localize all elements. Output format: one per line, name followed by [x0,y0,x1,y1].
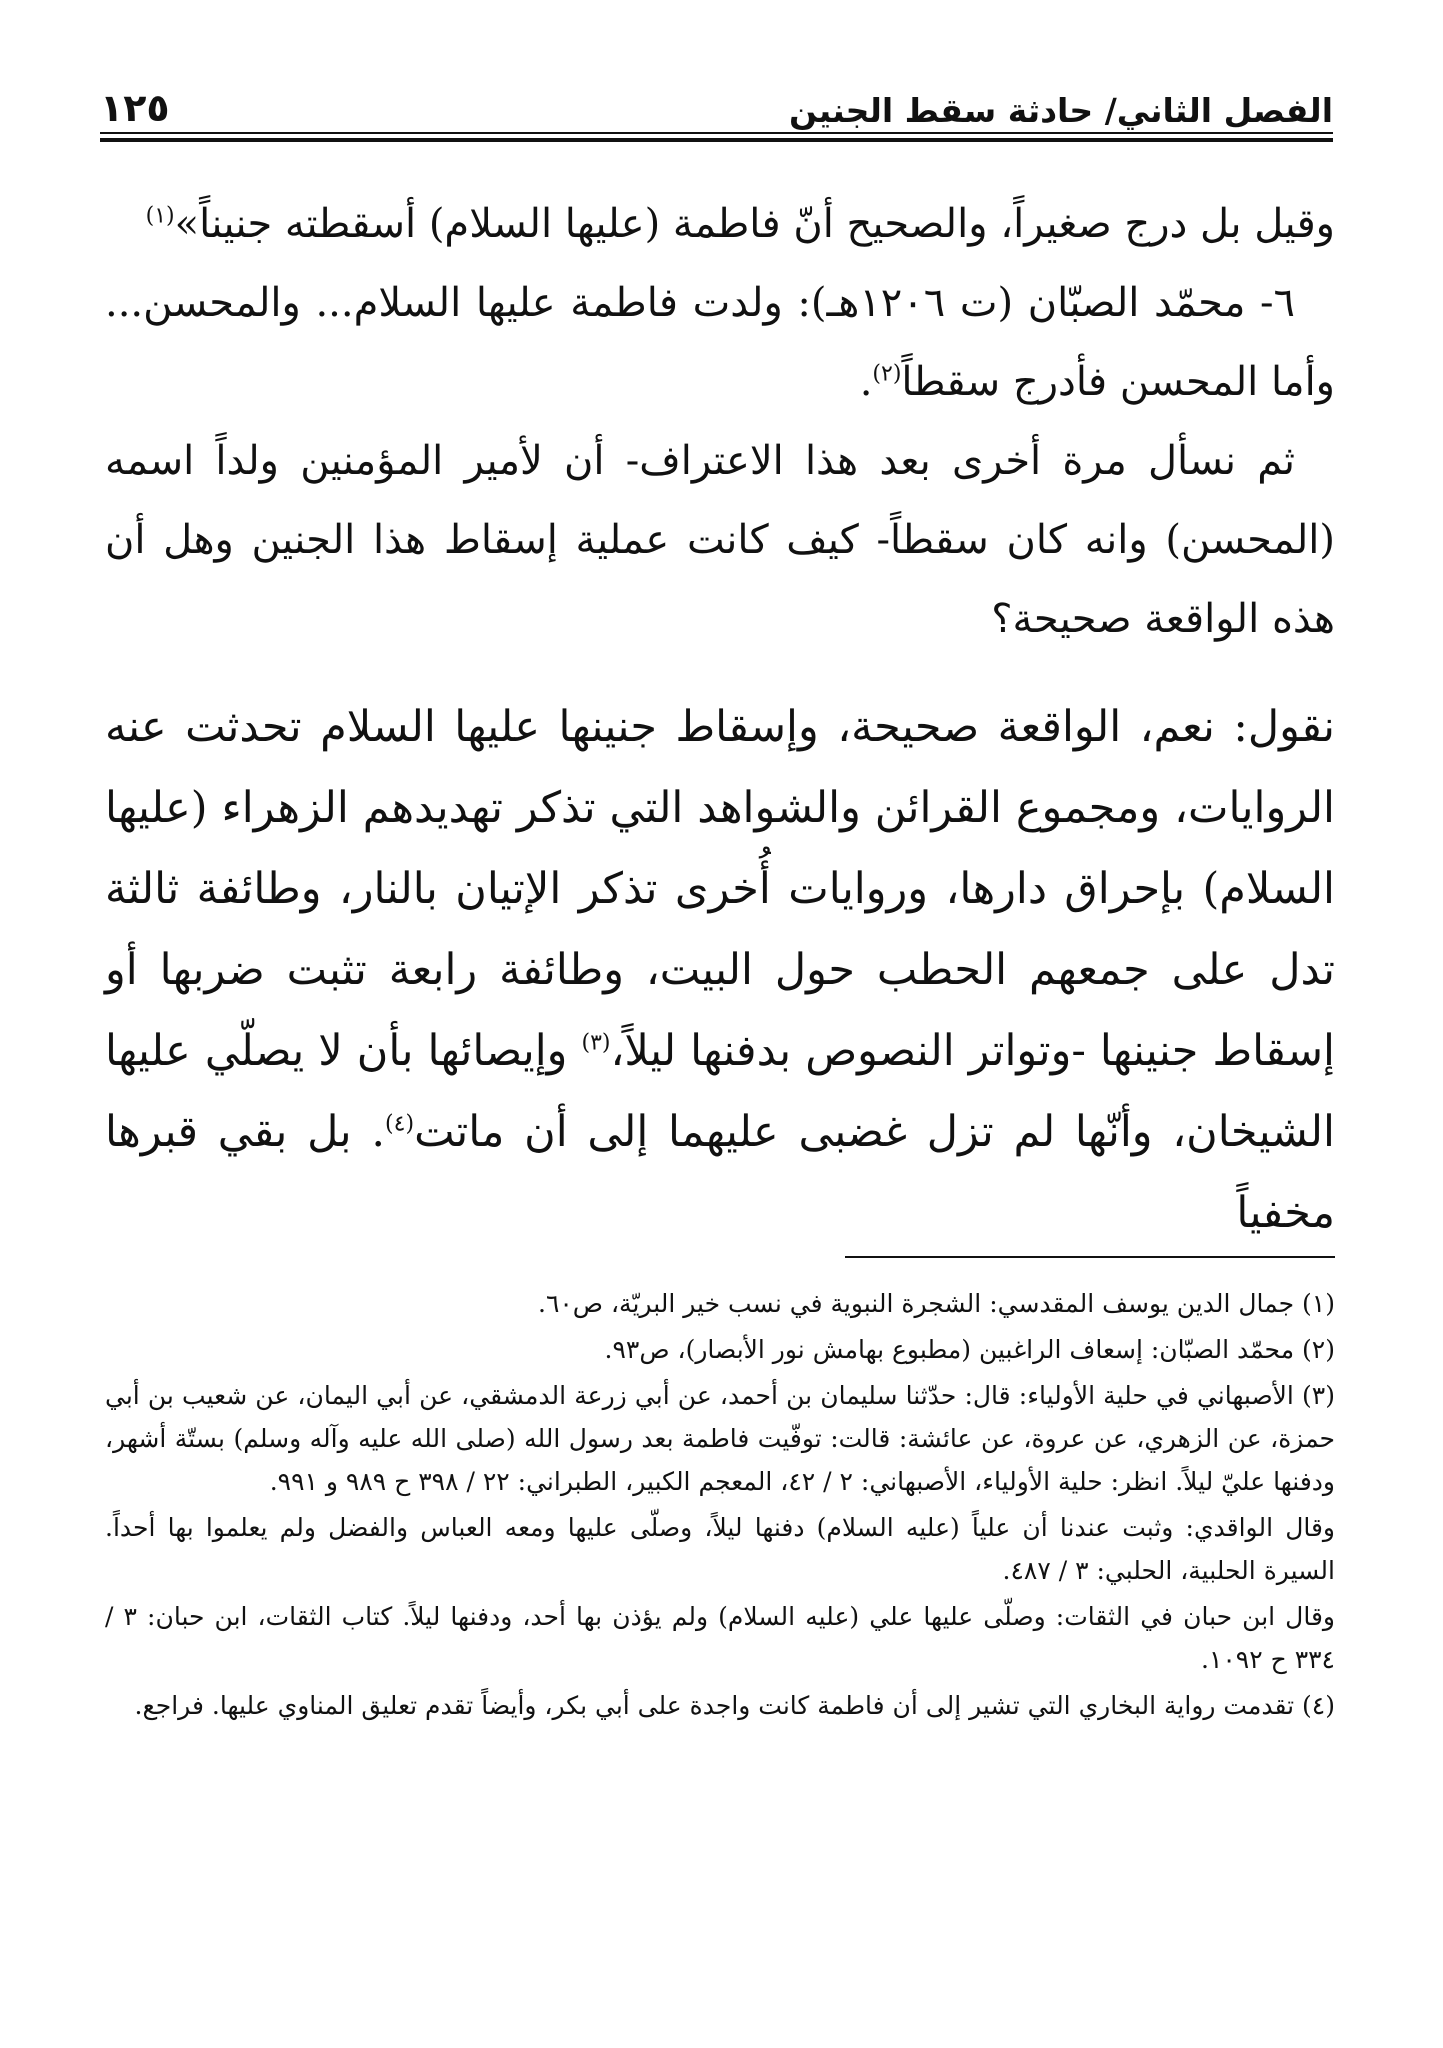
chapter-title: الفصل الثاني/ حادثة سقط الجنين [789,91,1333,130]
footnote-ref-4: (٤) [385,1111,415,1137]
header-rule [100,132,1333,142]
paragraph-3: ثم نسأل مرة أخرى بعد هذا الاعتراف- أن لأمير المؤمنين ولداً اسمه (المحسن) وانه كان سقطاً- كيف كانت عملية إسقاط هذا الجنين وهل أن هذه الواقعة صحيحة؟ [105,438,1335,642]
paragraph-1-text: وقيل بل درج صغيراً، والصحيح أنّ فاطمة (عليها السلام) أسقطته جنيناً» [174,201,1335,247]
footnote-3-continued-2: وقال ابن حبان في الثقات: وصلّى عليها علي (عليه السلام) ولم يؤذن بها أحد، ودفنها ليلاً. كتاب الثقات، ابن حبان: ٣ / ٣٣٤ ح ١٠٩٢. [105,1602,1335,1674]
paragraph-4-text-c: . بل بقي قبرها مخفياً [105,1107,1335,1238]
footnote-ref-2: (٢) [872,361,902,387]
footnote-1: (١) جمال الدين يوسف المقدسي: الشجرة النبوية في نسب خير البريّة، ص٦٠. [537,1289,1335,1318]
paragraph-2-end: . [859,359,873,405]
paragraph-2 [105,264,1335,422]
paragraph-4 [105,687,1335,1254]
paragraph-1 [105,185,1335,264]
footnote-3-continued: وقال الواقدي: وثبت عندنا أن علياً (عليه السلام) دفنها ليلاً، وصلّى عليها ومعه العباس والفضل ولم يعلموا بها أحداً. السيرة الحلبية، الحلبي: ٣ / ٤٨٧. [105,1513,1335,1585]
footnote-separator [845,1256,1335,1258]
paragraph-4-text-a: نقول: نعم، الواقعة صحيحة، وإسقاط جنينها عليها السلام تحدثت عنه الروايات، ومجموع القرائن والشواهد التي تذكر تهديدهم الزهراء (عليها السلام) بإحراق دارها، وروايات أُخرى تذكر الإتيان بالنار، وطائفة ثالثة تدل على جمعهم الحطب حول البيت، وطائفة رابعة تثبت ضربها أو إسقاط جنينها -وتواتر النصوص بدفنها ليلاً، [105,702,1335,1076]
footnote-3: (٣) الأصبهاني في حلية الأولياء: قال: حدّثنا سليمان بن أحمد، عن أبي زرعة الدمشقي، عن أبي اليمان، عن شعيب بن أبي حمزة، عن الزهري، عن عروة، عن عائشة: قالت: توفّيت فاطمة بعد رسول الله (صلى الله عليه وآله وسلم) بستّة أشهر، ودفنها عليّ ليلاً. انظر: حلية الأولياء، الأصبهاني: ٢ / ٤٢، المعجم الكبير، الطبراني: ٢٢ / ٣٩٨ ح ٩٨٩ و ٩٩١. [105,1381,1335,1496]
main-text [105,185,1335,1254]
footnote-2: (٢) محمّد الصبّان: إسعاف الراغبين (مطبوع بهامش نور الأبصار)، ص٩٣. [604,1335,1335,1364]
page-number: ١٢٥ [100,86,170,130]
footnote-4: (٤) تقدمت رواية البخاري التي تشير إلى أن فاطمة كانت واجدة على أبي بكر، وأيضاً تقدم تعليق المناوي عليها. فراجع. [134,1691,1335,1720]
footnote-ref-3: (٣) [581,1030,611,1056]
footnotes [105,1282,1335,1730]
footnote-ref-1: (١) [145,203,175,229]
running-header [100,70,1333,130]
paragraph-4-text-b: وإيصائها بأن لا يصلّي عليها الشيخان، وأنّها لم تزل غضبى عليهما إلى أن ماتت [105,1026,1335,1157]
paragraph-2-text: ٦- محمّد الصبّان (ت ١٢٠٦هـ): ولدت فاطمة عليها السلام... والمحسن... وأما المحسن فأدرج سقطاً [105,280,1335,405]
